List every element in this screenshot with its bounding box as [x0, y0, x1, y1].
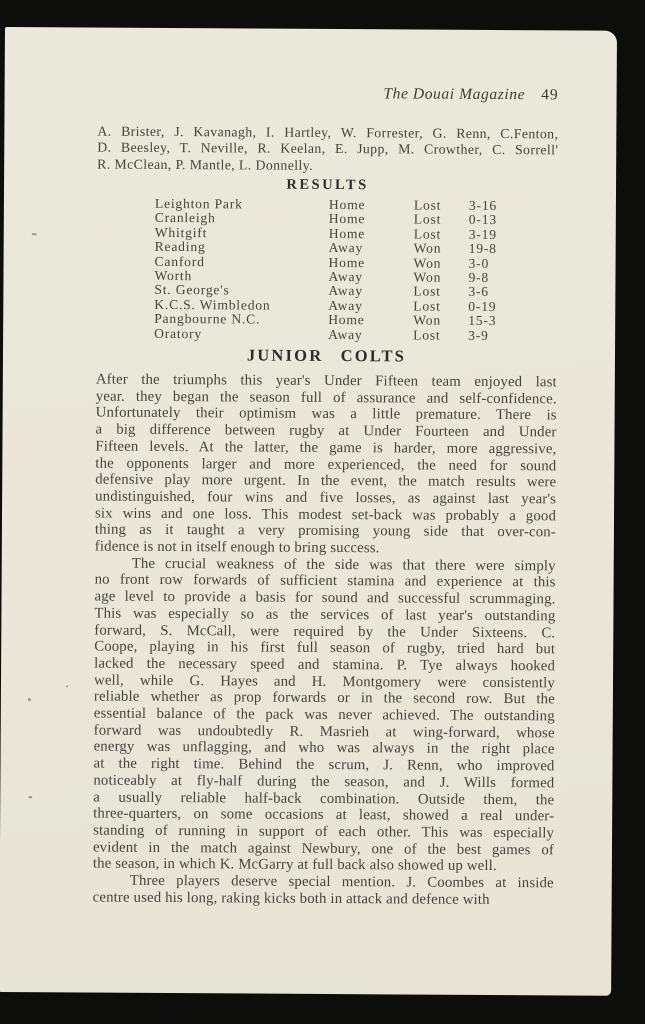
cell-outcome: Won	[413, 269, 442, 285]
running-head	[98, 84, 559, 105]
text-line: fidence is not in itself enough to bring success.	[94, 538, 380, 557]
cell-venue: Away	[328, 283, 363, 299]
cell-outcome: Won	[413, 312, 442, 328]
cell-opponent: Oratory	[154, 325, 203, 341]
text-line: undistinguished, four wins and five losses, as against last year's	[95, 488, 557, 508]
cell-outcome: Lost	[413, 283, 441, 300]
cell-score: 3-0	[468, 255, 490, 271]
cell-outcome: Lost	[413, 211, 442, 228]
table-row	[154, 327, 557, 344]
article-body	[93, 372, 557, 909]
text-line: three-quarters, on some occasions at least, showed a real under-	[93, 805, 555, 825]
text-line: forward was undoubtedly R. Masrieh at wing-forward, whose	[93, 722, 555, 742]
text-line: noticeably at fly-half during the season, and J. Wills formed	[93, 772, 555, 792]
cell-venue: Away	[328, 326, 363, 342]
cell-venue: Away	[328, 240, 364, 256]
text-line: thing as it taught a very promising young side that over-con-	[94, 521, 556, 541]
cell-venue: Home	[328, 196, 366, 213]
text-line: a big difference between rugby at Under Fourteen and Under	[95, 421, 557, 441]
text-line: well, while G. Hayes and H. Montgomery were consistently	[93, 672, 556, 692]
results-rows	[96, 197, 558, 344]
cell-opponent: Worth	[154, 267, 193, 284]
cell-score: 0-13	[468, 212, 498, 228]
cell-opponent: Canford	[154, 253, 205, 269]
cell-opponent: Reading	[154, 239, 206, 255]
text-line: the opponents larger and more experienced, the need for sound	[95, 455, 557, 474]
cell-venue: Home	[328, 312, 365, 328]
team-list-line: R. McClean, P. Mantle, L. Donnelly.	[97, 156, 314, 173]
text-line: Three players deserve special mention. J. Coombes at inside	[129, 872, 554, 892]
text-line: Unfortunately their optimism was a little premature. There is	[95, 404, 557, 424]
text-line: energy was unflagging, and who was always in the right place	[93, 739, 555, 758]
text-line: defensive play more urgent. In the event, the match results were	[95, 471, 557, 491]
cell-score: 3-16	[468, 197, 498, 214]
cell-venue: Home	[328, 225, 366, 242]
scan-speck	[32, 233, 37, 235]
cell-score: 3-19	[468, 226, 497, 242]
magazine-title: The Douai Magazine	[383, 85, 526, 104]
cell-venue: Away	[328, 269, 363, 285]
scan-speck	[28, 796, 32, 798]
text-line: no front row forwards of sufficient stamina and experience at this	[94, 571, 556, 591]
text-line: a usually reliable half-back combination. Outside them, the	[93, 789, 555, 808]
team-list-line: A. Brister, J. Kavanagh, I. Hartley, W. Forrester, G. Renn, C.Fenton,	[97, 123, 559, 142]
team-list	[97, 124, 558, 176]
cell-outcome: Lost	[413, 327, 441, 343]
cell-outcome: Lost	[413, 298, 441, 314]
text-line: the season, in which K. McGarry at full back also showed up well.	[92, 855, 497, 875]
text-line: age level to provide a basis for sound and successful scrummaging.	[94, 588, 556, 608]
cell-score: 15-3	[468, 313, 497, 329]
cell-score: 0-19	[468, 298, 497, 314]
text-line: evident in the match against Newbury, one of the best games of	[92, 839, 555, 859]
text-line: year. they began the season full of assurance and self-confidence.	[95, 388, 557, 408]
text-line: standing of running in support of each other. This was especially	[93, 822, 555, 842]
cell-score: 19-8	[468, 241, 497, 257]
cell-outcome: Won	[413, 255, 442, 271]
results-table	[96, 197, 558, 344]
cell-opponent: K.C.S. Wimbledon	[154, 296, 271, 313]
cell-score: 3-9	[468, 327, 489, 343]
cell-venue: Away	[328, 297, 363, 314]
text-line: lacked the necessary speed and stamina. P. Tye always hooked	[94, 655, 556, 675]
text-line: centre used his long, raking kicks both in attack and defence with	[92, 889, 490, 908]
text-line: at the right time. Behind the scrum, J. Renn, who improved	[93, 755, 555, 775]
cell-outcome: Won	[413, 240, 442, 256]
text-line: Coope, playing in his first full season of rugby, tried hard but	[94, 638, 556, 658]
text-line: reliable whether as prop forwards or in the second row. But the	[93, 688, 555, 708]
cell-score: 9-8	[468, 269, 490, 285]
text-line: The crucial weakness of the side was that there were simply	[131, 555, 556, 575]
article-heading: JUNIOR COLTS	[246, 345, 407, 366]
paragraph	[95, 372, 557, 559]
cell-outcome: Lost	[413, 197, 442, 213]
book-page	[0, 27, 617, 996]
cell-opponent: Cranleigh	[154, 210, 216, 226]
text-line: Fifteen levels. At the latter, the game is harder, more aggressive,	[95, 438, 557, 458]
cell-venue: Home	[328, 211, 366, 227]
page-number: 49	[541, 86, 559, 104]
text-line: six wins and one loss. This modest set-back was probably a good	[94, 505, 557, 524]
paragraph	[93, 555, 556, 875]
cell-outcome: Lost	[413, 226, 442, 242]
cell-opponent: Whitgift	[154, 224, 208, 241]
text-line: forward, S. McCall, were required by the Under Sixteens. C.	[94, 622, 556, 641]
scan-speck	[28, 698, 31, 701]
paragraph	[93, 873, 554, 909]
text-line: This was especially so as the services of last year's outstanding	[94, 605, 556, 625]
cell-opponent: Pangbourne N.C.	[154, 311, 261, 327]
cell-venue: Home	[328, 254, 366, 270]
team-list-line: D. Beesley, T. Neville, R. Keelan, E. Jupp, M. Crowther, C. Sorrell'	[97, 139, 559, 158]
results-heading: RESULTS	[286, 176, 369, 194]
scan-speck	[66, 685, 68, 687]
text-line: After the triumphs this year's Under Fifteen team enjoyed last	[95, 371, 557, 391]
cell-opponent: St. George's	[154, 282, 230, 298]
cell-score: 3-6	[468, 284, 489, 300]
text-line: essential balance of the pack was never achieved. The outstanding	[93, 705, 555, 725]
cell-opponent: Leighton Park	[154, 195, 243, 212]
